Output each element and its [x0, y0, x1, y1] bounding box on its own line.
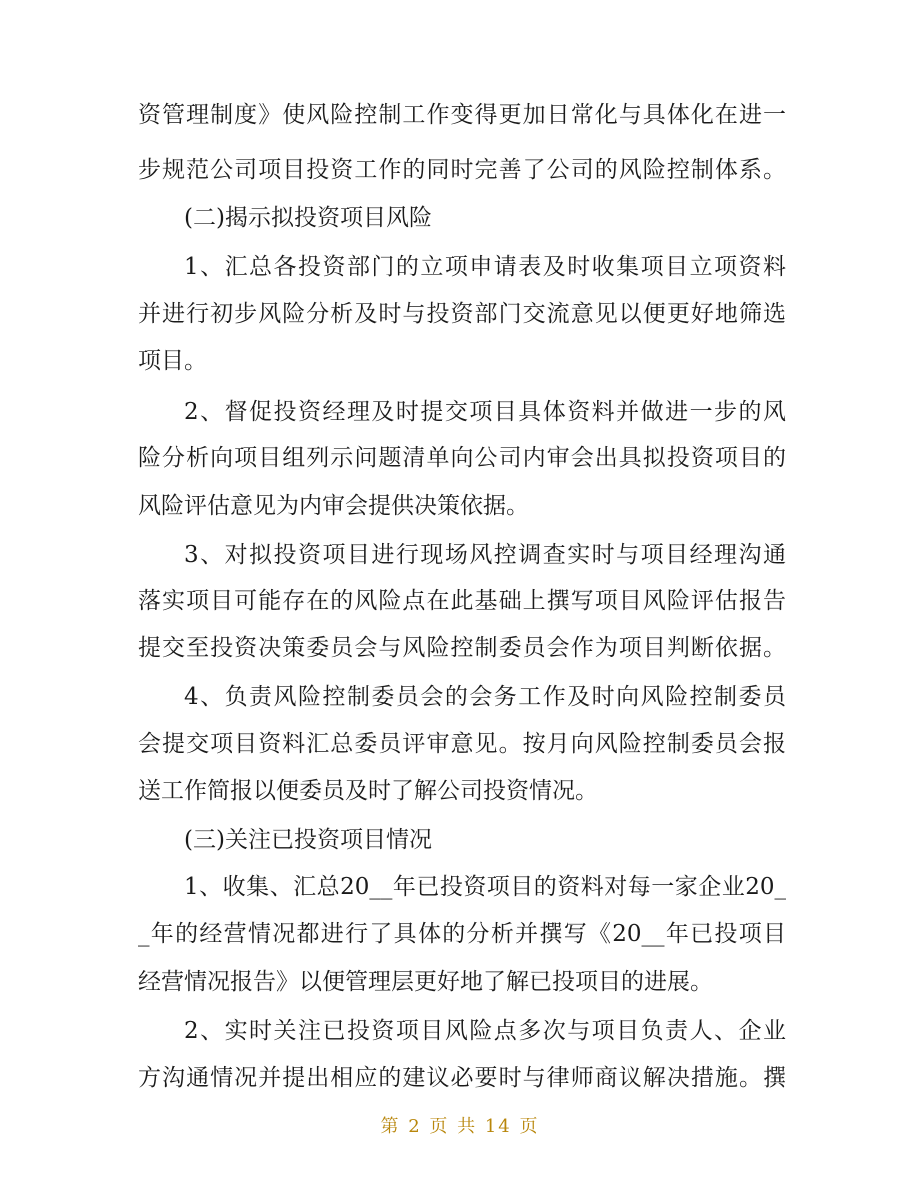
text-line: 2、督促投资经理及时提交项目具体资料并做进一步的风	[184, 399, 786, 425]
text-line: 风险评估意见为内审会提供决策依据。	[138, 493, 529, 519]
text-line: 落实项目可能存在的风险点在此基础上撰写项目风险评估报告	[138, 588, 786, 614]
page-number: 第 2 页 共 14 页	[380, 1116, 540, 1137]
text-line: 提交至投资决策委员会与风险控制委员会作为项目判断依据。	[138, 635, 786, 661]
text-line: 并进行初步风险分析及时与投资部门交流意见以便更好地筛选	[138, 301, 786, 327]
text-line: 4、负责风险控制委员会的会务工作及时向风险控制委员	[184, 684, 786, 710]
text-line: 方沟通情况并提出相应的建议必要时与律师商议解决措施。撰	[138, 1065, 786, 1091]
text-line: 送工作简报以便委员及时了解公司投资情况。	[138, 778, 598, 804]
text-line: 2、实时关注已投资项目风险点多次与项目负责人、企业	[184, 1018, 786, 1044]
text-line: 会提交项目资料汇总委员评审意见。按月向风险控制委员会报	[138, 731, 786, 757]
text-line: 经营情况报告》以便管理层更好地了解已投项目的进展。	[138, 969, 713, 995]
text-line: 步规范公司项目投资工作的同时完善了公司的风险控制体系。	[138, 157, 786, 183]
text-line: 资管理制度》使风险控制工作变得更加日常化与具体化在进一	[138, 102, 786, 128]
text-line: 1、收集、汇总20__年已投资项目的资料对每一家企业20_	[184, 874, 786, 900]
text-line: _年的经营情况都进行了具体的分析并撰写《20__年已投项目	[138, 921, 786, 947]
section-heading: (二)揭示拟投资项目风险	[184, 205, 432, 231]
text-line: 项目。	[138, 348, 207, 374]
text-line: 3、对拟投资项目进行现场风控调查实时与项目经理沟通	[184, 542, 786, 568]
text-line: 1、汇总各投资部门的立项申请表及时收集项目立项资料	[184, 254, 786, 280]
text-line: 险分析向项目组列示问题清单向公司内审会出具拟投资项目的	[138, 445, 786, 471]
section-heading: (三)关注已投资项目情况	[184, 827, 432, 853]
